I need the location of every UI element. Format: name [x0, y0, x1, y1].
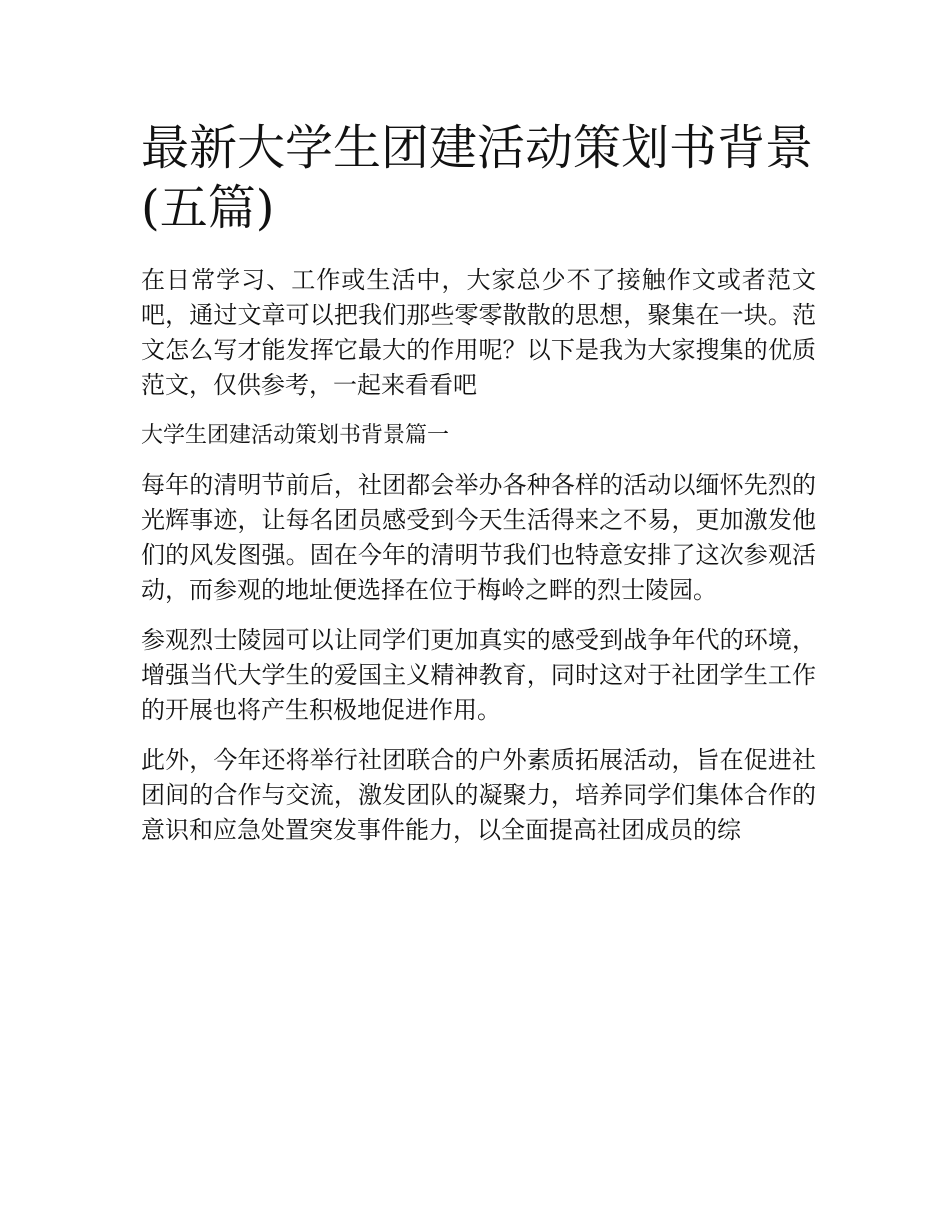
body-paragraph-2: 参观烈士陵园可以让同学们更加真实的感受到战争年代的环境，增强当代大学生的爱国主义精神教育，同时这对于社团学生工作的开展也将产生积极地促进作用。	[141, 626, 816, 724]
body-paragraph-3: 此外，今年还将举行社团联合的户外素质拓展活动，旨在促进社团间的合作与交流，激发团队的凝聚力，培养同学们集体合作的意识和应急处置突发事件能力，以全面提高社团成员的综	[141, 746, 816, 844]
intro-paragraph: 在日常学习、工作或生活中，大家总少不了接触作文或者范文吧，通过文章可以把我们那些零零散散的思想，聚集在一块。范文怎么写才能发挥它最大的作用呢？以下是我为大家搜集的优质范文，仅供参考，一起来看看吧	[141, 266, 816, 399]
document-title: 最新大学生团建活动策划书背景(五篇)	[141, 120, 814, 236]
document-content	[141, 118, 816, 848]
body-paragraph-1: 每年的清明节前后，社团都会举办各种各样的活动以缅怀先烈的光辉事迹，让每名团员感受到今天生活得来之不易，更加激发他们的风发图强。固在今年的清明节我们也特意安排了这次参观活动，而参观的地址便选择在位于梅岭之畔的烈士陵园。	[141, 471, 816, 604]
document-body	[141, 263, 816, 848]
section-heading: 大学生团建活动策划书背景篇一	[141, 423, 450, 448]
